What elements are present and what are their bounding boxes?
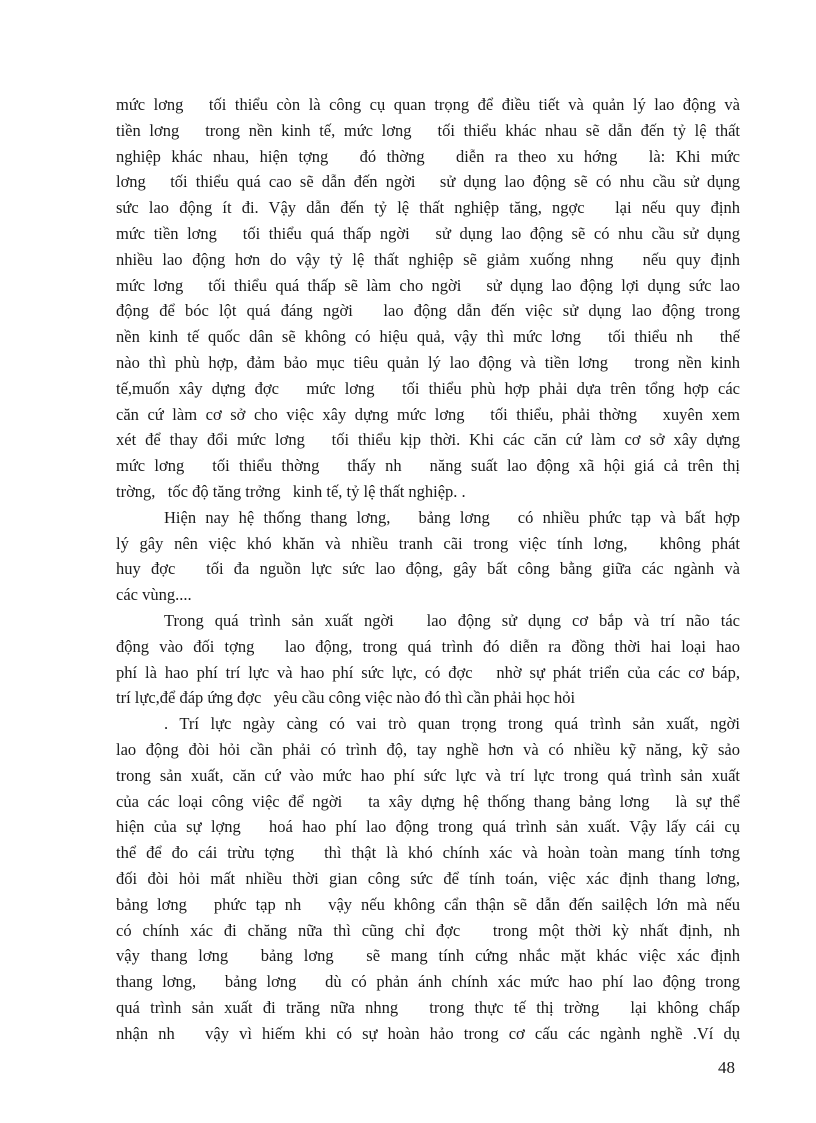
text-line: thể để đo cái trừu tợng thì thật là khó chính xác và hoàn toàn mang tính tơng bbox=[116, 843, 740, 863]
body-text bbox=[116, 92, 740, 1046]
text-line: bảng lơng phức tạp nh vậy nếu không cẩn thận sẽ dẫn đến sailệch lớn mà nếu bbox=[116, 894, 740, 914]
text-line: lao động đòi hỏi cần phải có trình độ, tay nghề hơn và có nhiều kỹ năng, kỹ sảo bbox=[116, 739, 740, 759]
text-line: nhiều lao động hơn do vậy tỷ lệ thất nghiệp sẽ giảm xuống nhng nếu quy định bbox=[116, 249, 740, 269]
text-line: các vùng.... bbox=[116, 585, 192, 605]
text-line: động để bóc lột quá đáng ngời lao động dẫn đến việc sử dụng lao động trong bbox=[116, 301, 740, 321]
text-line: quá trình sản xuất đi trăng nữa nhng trong thực tế thị trờng lại không chấp bbox=[116, 997, 740, 1017]
text-line: động vào đối tợng lao động, trong quá trình đó diễn ra đồng thời hai loại hao bbox=[116, 636, 740, 656]
text-line: nhận nh vậy vì hiếm khi có sự hoàn hảo trong cơ cấu các ngành nghề .Ví dụ bbox=[116, 1023, 740, 1043]
text-line: có chính xác đi chăng nữa thì cũng chỉ đợc trong một thời kỳ nhất định, nh bbox=[116, 920, 740, 940]
text-line: xét để thay đổi mức lơng tối thiểu kịp thời. Khi các căn cứ làm cơ sở xây dựng bbox=[116, 430, 740, 450]
text-line: vậy thang lơng bảng lơng sẽ mang tính cứng nhắc mặt khác việc xác định bbox=[116, 946, 740, 966]
text-line: tế,muốn xây dựng đợc mức lơng tối thiểu phù hợp phải dựa trên tổng hợp các bbox=[116, 378, 740, 398]
text-line: căn cứ làm cơ sở cho việc xây dựng mức lơng tối thiểu, phải thờng xuyên xem bbox=[116, 404, 740, 424]
page-number: 48 bbox=[718, 1058, 735, 1077]
paragraph-1 bbox=[116, 92, 740, 505]
text-line: hiện của sự lợng hoá hao phí lao động trong quá trình sản xuất. Vậy lấy cái cụ bbox=[116, 817, 740, 837]
text-line: Trong quá trình sản xuất ngời lao động sử dụng cơ bắp và trí não tác bbox=[164, 610, 740, 630]
text-line: mức lơng tối thiểu quá thấp sẽ làm cho ngời sử dụng lao động lợi dụng sức lao bbox=[116, 275, 740, 295]
text-line: đối đòi hỏi mất nhiều thời gian công sức để tính toán, việc xác định thang lơng, bbox=[116, 868, 740, 888]
text-line: trờng, tốc độ tăng trởng kinh tế, tỷ lệ thất nghiệp. . bbox=[116, 481, 466, 501]
text-line: sức lao động ít đi. Vậy dẫn đến tỷ lệ thất nghiệp tăng, ngợc lại nếu quy định bbox=[116, 198, 740, 218]
text-line: nền kinh tế quốc dân sẽ không có hiệu quả, vậy thì mức lơng tối thiểu nh thế bbox=[116, 327, 740, 347]
text-line: mức lơng tối thiểu còn là công cụ quan trọng để điều tiết và quản lý lao động và bbox=[116, 95, 740, 114]
text-line: lơng tối thiểu quá cao sẽ dẫn đến ngời sử dụng lao động sẽ có nhu cầu sử dụng bbox=[116, 172, 740, 192]
text-line: thang lơng, bảng lơng dù có phản ánh chính xác mức hao phí lao động trong bbox=[116, 972, 740, 992]
paragraph-2 bbox=[116, 505, 740, 608]
text-line: nào thì phù hợp, đảm bảo mục tiêu quản lý lao động và tiền lơng trong nền kinh bbox=[116, 352, 740, 372]
text-line: tiền lơng trong nền kinh tế, mức lơng tối thiểu khác nhau sẽ dẫn đến tỷ lệ thất bbox=[116, 120, 740, 140]
text-line: lý gây nên việc khó khăn và nhiều tranh cãi trong việc tính lơng, không phát bbox=[116, 533, 740, 553]
text-line: huy đợc tối đa nguồn lực sức lao động, gây bất công bằng giữa các ngành và bbox=[116, 559, 740, 579]
text-line: . Trí lực ngày càng có vai trò quan trọng trong quá trình sản xuất, ngời bbox=[164, 714, 740, 734]
text-line: trí lực,để đáp ứng đợc yêu cầu công việc nào đó thì cần phải học hỏi bbox=[116, 688, 576, 708]
text-line: của các loại công việc để ngời ta xây dựng hệ thống thang bảng lơng là sự thể bbox=[116, 791, 740, 811]
text-line: mức tiền lơng tối thiểu quá thấp ngời sử dụng lao động sẽ có nhu cầu sử dụng bbox=[116, 223, 740, 243]
paragraph-3 bbox=[116, 608, 740, 711]
text-line: phí là hao phí trí lực và hao phí sức lực, có đợc nhờ sự phát triển của các cơ báp, bbox=[116, 662, 740, 682]
text-line: trong sản xuất, căn cứ vào mức hao phí sức lực và trí lực trong quá trình sản xuất bbox=[116, 765, 740, 785]
text-line: mức lơng tối thiểu thờng thấy nh năng suất lao động xã hội giá cả trên thị bbox=[116, 456, 740, 476]
paragraph-4 bbox=[116, 711, 740, 1046]
text-line: nghiệp khác nhau, hiện tợng đó thờng diễn ra theo xu hớng là: Khi mức bbox=[116, 146, 740, 166]
text-line: Hiện nay hệ thống thang lơng, bảng lơng có nhiều phức tạp và bất hợp bbox=[164, 507, 740, 527]
